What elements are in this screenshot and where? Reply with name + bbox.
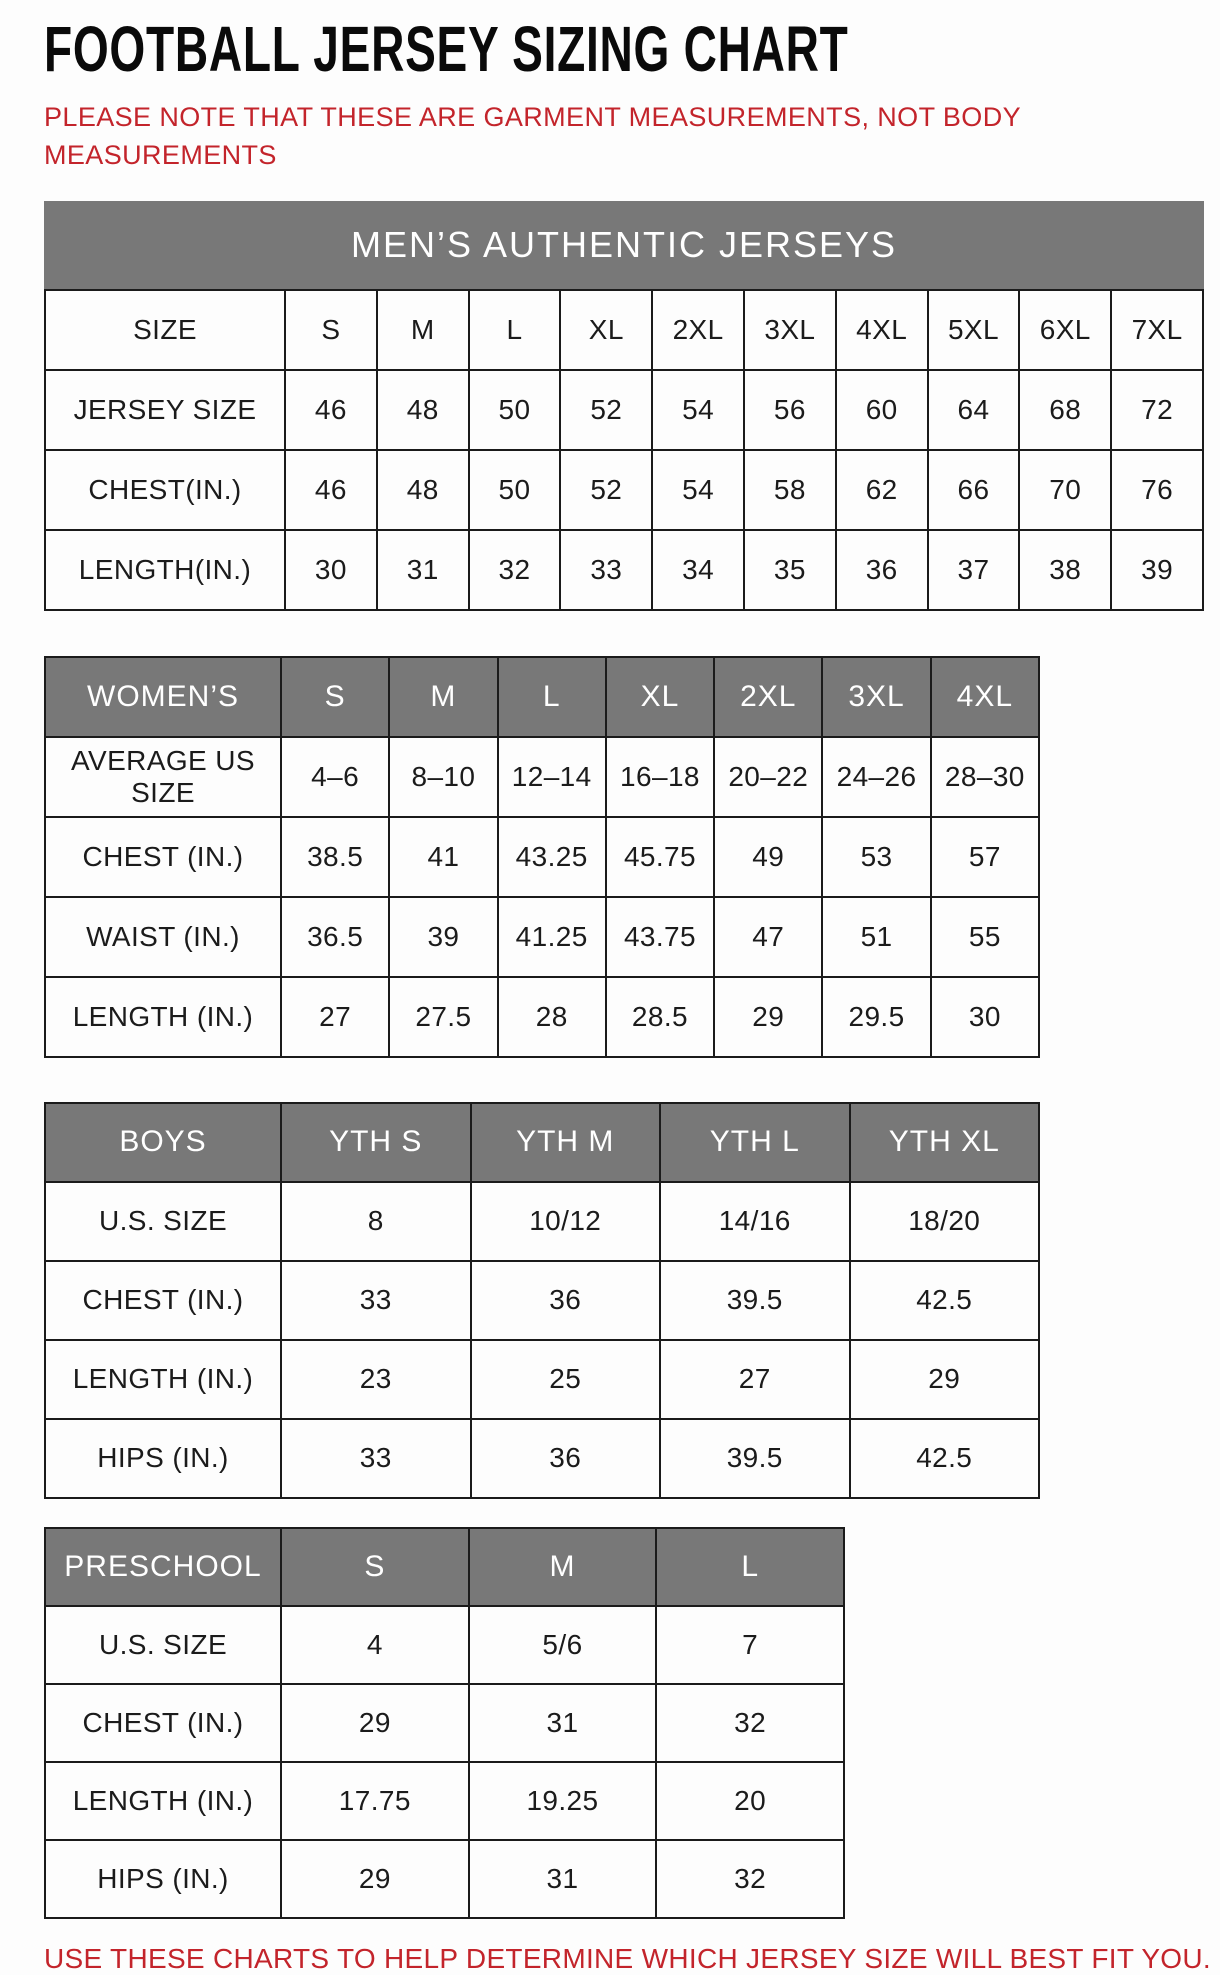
table-cell: 18/20 — [850, 1182, 1040, 1261]
table-cell: 6XL — [1019, 290, 1111, 370]
table-cell: 41.25 — [498, 897, 606, 977]
table-row — [45, 977, 1039, 1057]
table-cell: 39.5 — [660, 1261, 850, 1340]
table-cell: 49 — [714, 817, 822, 897]
table-cell: 27 — [281, 977, 389, 1057]
table-cell: 25 — [471, 1340, 661, 1419]
table-cell: 4XL — [836, 290, 928, 370]
table-row — [45, 1261, 1039, 1340]
table-row — [45, 1182, 1039, 1261]
column-header: M — [389, 657, 497, 737]
table-cell: 31 — [469, 1684, 657, 1762]
table-cell: 46 — [285, 370, 377, 450]
table-cell: 35 — [744, 530, 836, 610]
table-cell: 29 — [714, 977, 822, 1057]
row-label: U.S. SIZE — [45, 1606, 281, 1684]
table-cell: 24–26 — [822, 737, 930, 817]
table-cell: 32 — [656, 1684, 844, 1762]
table-cell: 56 — [744, 370, 836, 450]
table-cell: 36 — [471, 1261, 661, 1340]
header-row — [45, 1103, 1039, 1182]
table-cell: 41 — [389, 817, 497, 897]
row-label: AVERAGE US SIZE — [45, 737, 281, 817]
table-cell: 10/12 — [471, 1182, 661, 1261]
table-cell: 54 — [652, 370, 744, 450]
table-cell: 39 — [1111, 530, 1203, 610]
table-cell: 50 — [469, 370, 561, 450]
table-cell: 66 — [928, 450, 1020, 530]
table-cell: 36.5 — [281, 897, 389, 977]
table-cell: 33 — [281, 1419, 471, 1498]
table-cell: 43.75 — [606, 897, 714, 977]
mens-banner: MEN’S AUTHENTIC JERSEYS — [44, 201, 1204, 289]
table-cell: 29 — [281, 1684, 469, 1762]
row-label: CHEST (IN.) — [45, 1261, 281, 1340]
table-cell: 19.25 — [469, 1762, 657, 1840]
table-cell: 28–30 — [931, 737, 1039, 817]
row-label: CHEST (IN.) — [45, 817, 281, 897]
table-cell: 33 — [560, 530, 652, 610]
table-cell: 76 — [1111, 450, 1203, 530]
table-row — [45, 1840, 844, 1918]
table-cell: 60 — [836, 370, 928, 450]
table-row — [45, 1340, 1039, 1419]
preschool-sizing-table — [44, 1527, 845, 1919]
column-header: YTH M — [471, 1103, 661, 1182]
table-cell: 48 — [377, 370, 469, 450]
table-cell: 23 — [281, 1340, 471, 1419]
boys-section — [44, 1102, 1204, 1499]
table-cell: 29.5 — [822, 977, 930, 1057]
table-cell: 31 — [469, 1840, 657, 1918]
table-cell: 58 — [744, 450, 836, 530]
table-cell: 32 — [469, 530, 561, 610]
table-row — [45, 1419, 1039, 1498]
table-cell: 4–6 — [281, 737, 389, 817]
table-cell: 5XL — [928, 290, 1020, 370]
table-cell: 47 — [714, 897, 822, 977]
table-row — [45, 817, 1039, 897]
row-label: LENGTH (IN.) — [45, 1340, 281, 1419]
table-cell: 20 — [656, 1762, 844, 1840]
garment-measurement-note: PLEASE NOTE THAT THESE ARE GARMENT MEASUREMENTS, NOT BODY MEASUREMENTS — [44, 102, 1021, 170]
table-cell: 33 — [281, 1261, 471, 1340]
table-cell: 52 — [560, 370, 652, 450]
row-label: JERSEY SIZE — [45, 370, 285, 450]
table-cell: 16–18 — [606, 737, 714, 817]
row-label: HIPS (IN.) — [45, 1419, 281, 1498]
table-cell: 30 — [285, 530, 377, 610]
table-cell: 64 — [928, 370, 1020, 450]
mens-sizing-table — [44, 289, 1204, 611]
row-label: LENGTH(IN.) — [45, 530, 285, 610]
table-cell: 3XL — [744, 290, 836, 370]
table-cell: 39.5 — [660, 1419, 850, 1498]
table-cell: L — [469, 290, 561, 370]
table-cell: 29 — [281, 1840, 469, 1918]
row-label: SIZE — [45, 290, 285, 370]
table-cell: XL — [560, 290, 652, 370]
column-header: S — [281, 657, 389, 737]
womens-section — [44, 656, 1204, 1058]
column-header: WOMEN’S — [45, 657, 281, 737]
table-row — [45, 530, 1203, 610]
table-row — [45, 450, 1203, 530]
column-header: 3XL — [822, 657, 930, 737]
table-cell: 28 — [498, 977, 606, 1057]
table-cell: 70 — [1019, 450, 1111, 530]
table-cell: 43.25 — [498, 817, 606, 897]
table-row — [45, 1606, 844, 1684]
row-label: U.S. SIZE — [45, 1182, 281, 1261]
column-header: 2XL — [714, 657, 822, 737]
preschool-section — [44, 1527, 1204, 1919]
table-cell: 55 — [931, 897, 1039, 977]
row-label: CHEST(IN.) — [45, 450, 285, 530]
column-header: XL — [606, 657, 714, 737]
table-cell: 57 — [931, 817, 1039, 897]
table-row — [45, 737, 1039, 817]
table-cell: 20–22 — [714, 737, 822, 817]
column-header: 4XL — [931, 657, 1039, 737]
table-cell: 52 — [560, 450, 652, 530]
table-cell: 72 — [1111, 370, 1203, 450]
table-cell: 5/6 — [469, 1606, 657, 1684]
table-cell: 2XL — [652, 290, 744, 370]
table-row — [45, 370, 1203, 450]
header-row — [45, 657, 1039, 737]
footer-note: USE THESE CHARTS TO HELP DETERMINE WHICH JERSEY SIZE WILL BEST FIT YOU. — [44, 1942, 1211, 1974]
table-cell: 14/16 — [660, 1182, 850, 1261]
table-cell: 31 — [377, 530, 469, 610]
table-cell: 32 — [656, 1840, 844, 1918]
row-label: LENGTH (IN.) — [45, 977, 281, 1057]
table-cell: 7XL — [1111, 290, 1203, 370]
page-title: FOOTBALL JERSEY SIZING CHART — [44, 13, 849, 85]
table-cell: 12–14 — [498, 737, 606, 817]
column-header: YTH S — [281, 1103, 471, 1182]
boys-sizing-table — [44, 1102, 1040, 1499]
table-cell: 29 — [850, 1340, 1040, 1419]
table-cell: 27.5 — [389, 977, 497, 1057]
table-row — [45, 290, 1203, 370]
row-label: CHEST (IN.) — [45, 1684, 281, 1762]
column-header: M — [469, 1528, 657, 1606]
table-cell: 54 — [652, 450, 744, 530]
row-label: WAIST (IN.) — [45, 897, 281, 977]
table-cell: 42.5 — [850, 1261, 1040, 1340]
table-cell: 48 — [377, 450, 469, 530]
column-header: L — [498, 657, 606, 737]
column-header: YTH L — [660, 1103, 850, 1182]
womens-sizing-table — [44, 656, 1040, 1058]
table-cell: 39 — [389, 897, 497, 977]
table-cell: 46 — [285, 450, 377, 530]
table-row — [45, 897, 1039, 977]
table-cell: 28.5 — [606, 977, 714, 1057]
table-cell: 34 — [652, 530, 744, 610]
table-cell: 36 — [836, 530, 928, 610]
row-label: HIPS (IN.) — [45, 1840, 281, 1918]
table-cell: 27 — [660, 1340, 850, 1419]
header-row — [45, 1528, 844, 1606]
table-cell: 62 — [836, 450, 928, 530]
table-cell: 17.75 — [281, 1762, 469, 1840]
column-header: BOYS — [45, 1103, 281, 1182]
table-cell: 36 — [471, 1419, 661, 1498]
table-cell: 68 — [1019, 370, 1111, 450]
table-cell: 51 — [822, 897, 930, 977]
row-label: LENGTH (IN.) — [45, 1762, 281, 1840]
table-cell: 7 — [656, 1606, 844, 1684]
table-cell: M — [377, 290, 469, 370]
table-cell: 42.5 — [850, 1419, 1040, 1498]
table-cell: 8–10 — [389, 737, 497, 817]
mens-section — [44, 201, 1204, 611]
table-cell: 53 — [822, 817, 930, 897]
table-cell: 4 — [281, 1606, 469, 1684]
column-header: S — [281, 1528, 469, 1606]
table-row — [45, 1684, 844, 1762]
table-row — [45, 1762, 844, 1840]
table-cell: 38.5 — [281, 817, 389, 897]
table-cell: 38 — [1019, 530, 1111, 610]
column-header: L — [656, 1528, 844, 1606]
column-header: YTH XL — [850, 1103, 1040, 1182]
table-cell: 45.75 — [606, 817, 714, 897]
table-cell: 37 — [928, 530, 1020, 610]
table-cell: S — [285, 290, 377, 370]
table-cell: 8 — [281, 1182, 471, 1261]
table-cell: 30 — [931, 977, 1039, 1057]
table-cell: 50 — [469, 450, 561, 530]
column-header: PRESCHOOL — [45, 1528, 281, 1606]
